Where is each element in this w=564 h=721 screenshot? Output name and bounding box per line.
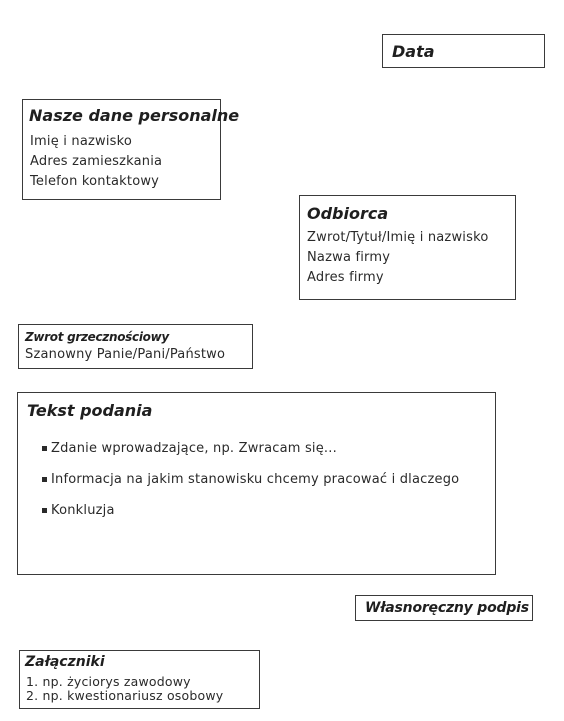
- sender-phone-line: Telefon kontaktowy: [30, 174, 160, 189]
- list-item: [42, 470, 459, 501]
- bullet-text: Informacja na jakim stanowisku chcemy pracować i dlaczego: [51, 472, 460, 487]
- letter-body-title: Tekst podania: [27, 401, 153, 420]
- date-box: [382, 34, 545, 68]
- sender-details-box: [22, 99, 240, 200]
- letter-body-bullets: [42, 439, 459, 532]
- recipient-lines: [307, 228, 489, 288]
- bullet-icon: [42, 477, 47, 482]
- attachment-item: 2. np. kwestionariusz osobowy: [26, 688, 224, 703]
- signature-box: [355, 595, 533, 621]
- signature-title: Własnoręczny podpis: [365, 600, 529, 616]
- sender-name-line: Imię i nazwisko: [30, 134, 133, 149]
- greeting-title: Zwrot grzecznościowy: [25, 330, 169, 344]
- list-item: [42, 439, 459, 470]
- sender-details-title: Nasze dane personalne: [29, 106, 240, 125]
- attachment-item: 1. np. życiorys zawodowy: [26, 674, 191, 689]
- recipient-name-line: Zwrot/Tytuł/Imię i nazwisko: [307, 230, 489, 245]
- sender-details-lines: [30, 132, 162, 192]
- bullet-text: Zdanie wprowadzające, np. Zwracam się...: [51, 441, 337, 456]
- sender-address-line: Adres zamieszkania: [30, 154, 163, 169]
- recipient-title: Odbiorca: [307, 204, 389, 223]
- list-item: [42, 501, 459, 532]
- date-title: Data: [392, 42, 435, 61]
- attachments-title: Załączniki: [25, 654, 105, 670]
- letter-body-box: [17, 392, 496, 575]
- bullet-text: Konkluzja: [51, 503, 115, 518]
- greeting-box: [18, 324, 253, 369]
- recipient-box: [299, 195, 516, 300]
- bullet-icon: [42, 508, 47, 513]
- bullet-icon: [42, 446, 47, 451]
- attachments-lines: [26, 675, 223, 703]
- recipient-company-line: Nazwa firmy: [307, 250, 391, 265]
- recipient-address-line: Adres firmy: [307, 270, 384, 285]
- greeting-text: Szanowny Panie/Pani/Państwo: [25, 347, 226, 362]
- attachments-box: [19, 650, 260, 709]
